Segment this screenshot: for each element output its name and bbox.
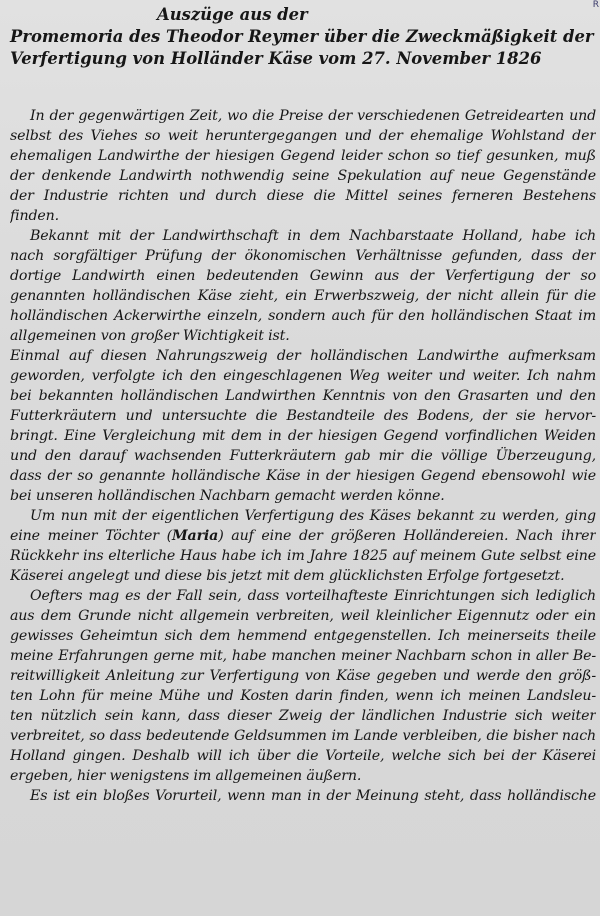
text-line: nach sorgfältiger Prüfung der ökonomischen Verhältnisse gefunden, dass der bbox=[10, 248, 596, 264]
text-line: Käserei angelegt und diese bis jetzt mit dem glücklichsten Erfolge fortgesetzt. bbox=[10, 568, 565, 584]
text-segment: ) auf eine der größeren Holländereien. Nach ihrer bbox=[218, 528, 596, 544]
text-line: dortige Landwirth einen bedeutenden Gewinn aus der Verfertigung der so bbox=[10, 268, 596, 284]
text-line: bei bekannten holländischen Landwirthen Kenntnis von den Grasarten und den bbox=[10, 388, 596, 404]
paragraph-3 bbox=[10, 346, 596, 506]
text-line: ten nützlich sein kann, dass dieser Zweig der ländlichen Industrie sich weiter bbox=[10, 708, 596, 724]
text-line: finden. bbox=[10, 208, 60, 224]
text-line: selbst des Viehes so weit heruntergegangen und der ehemalige Wohlstand der bbox=[10, 128, 596, 144]
text-line: Futterkräutern und untersuchte die Bestandteile des Bodens, der sie hervor- bbox=[10, 408, 596, 424]
paragraph-5 bbox=[10, 586, 596, 786]
text-line: Einmal auf diesen Nahrungszweig der holländischen Landwirthe aufmerksam bbox=[10, 348, 596, 364]
text-line: gewisses Geheimtun sich dem hemmend entgegenstellen. Ich meinerseits theile bbox=[10, 628, 596, 644]
paragraph-6 bbox=[10, 786, 596, 806]
text-line: holländischen Ackerwirthe einzeln, sondern auch für den holländischen Staat im bbox=[10, 308, 596, 324]
text-line: und den darauf wachsenden Futterkräutern gab mir die völlige Überzeugung, bbox=[10, 448, 596, 464]
paragraph-1 bbox=[10, 106, 596, 226]
text-line: geworden, verfolgte ich den eingeschlagenen Weg weiter und weiter. Ich nahm bbox=[10, 368, 596, 384]
text-line bbox=[10, 526, 596, 546]
text-line: dass der so genannte holländische Käse in der hiesigen Gegend ebensowohl wie bbox=[10, 468, 596, 484]
text-line: Bekannt mit der Landwirthschaft in dem Nachbarstaate Holland, habe ich bbox=[30, 228, 596, 244]
text-line: Es ist ein bloßes Vorurteil, wenn man in der Meinung steht, dass holländische bbox=[30, 788, 596, 804]
text-line: meine Erfahrungen gerne mit, habe manchen meiner Nachbarn schon in aller Be- bbox=[10, 648, 596, 664]
paragraph-2 bbox=[10, 226, 596, 346]
text-segment: eine meiner Töchter ( bbox=[10, 528, 172, 544]
text-line: Rückkehr ins elterliche Haus habe ich im Jahre 1825 auf meinem Gute selbst eine bbox=[10, 548, 596, 564]
text-line: ergeben, hier wenigstens im allgemeinen äußern. bbox=[10, 768, 362, 784]
text-line: aus dem Grunde nicht allgemein verbreiten, weil kleinlicher Eigennutz oder ein bbox=[10, 608, 596, 624]
daughter-name: Maria bbox=[172, 528, 219, 544]
text-line: verbreitet, so dass bedeutende Geldsummen im Lande verbleiben, die bisher nach bbox=[10, 728, 596, 744]
body-text bbox=[10, 106, 596, 806]
heading-line-2: Promemoria des Theodor Reymer über die Zweckmäßigkeit der bbox=[10, 27, 594, 46]
document-heading bbox=[0, 4, 600, 70]
text-line: der denkende Landwirth nothwendig seine Spekulation auf neue Gegenstände bbox=[10, 168, 596, 184]
text-line: genannten holländischen Käse zieht, ein Erwerbszweig, der nicht allein für die bbox=[10, 288, 596, 304]
heading-line-1: Auszüge aus der bbox=[157, 5, 308, 24]
text-line: Holland gingen. Deshalb will ich über die Vorteile, welche sich bei der Käserei bbox=[10, 748, 596, 764]
edge-mark: R bbox=[592, 0, 599, 10]
text-line: bei unseren holländischen Nachbarn gemacht werden könne. bbox=[10, 488, 445, 504]
paragraph-4 bbox=[10, 506, 596, 586]
text-line: Um nun mit der eigentlichen Verfertigung des Käses bekannt zu werden, ging bbox=[30, 508, 596, 524]
text-line: der Industrie richten und durch diese die Mittel seines ferneren Bestehens bbox=[10, 188, 596, 204]
text-line: allgemeinen von großer Wichtigkeit ist. bbox=[10, 328, 290, 344]
heading-line-3: Verfertigung von Holländer Käse vom 27. November 1826 bbox=[10, 49, 542, 68]
text-line: In der gegenwärtigen Zeit, wo die Preise der verschiedenen Getreidearten und bbox=[30, 108, 596, 124]
text-line: ten Lohn für meine Mühe und Kosten darin finden, wenn ich meinen Landsleu- bbox=[10, 688, 596, 704]
text-line: ehemaligen Landwirthe der hiesigen Gegend leider schon so tief gesunken, muß bbox=[10, 148, 596, 164]
text-line: reitwilligkeit Anleitung zur Verfertigung von Käse gegeben und werde den größ- bbox=[10, 668, 596, 684]
text-line: Oefters mag es der Fall sein, dass vorteilhafteste Einrichtungen sich lediglich bbox=[30, 588, 596, 604]
text-line: bringt. Eine Vergleichung mit dem in der hiesigen Gegend vorfindlichen Weiden bbox=[10, 428, 596, 444]
